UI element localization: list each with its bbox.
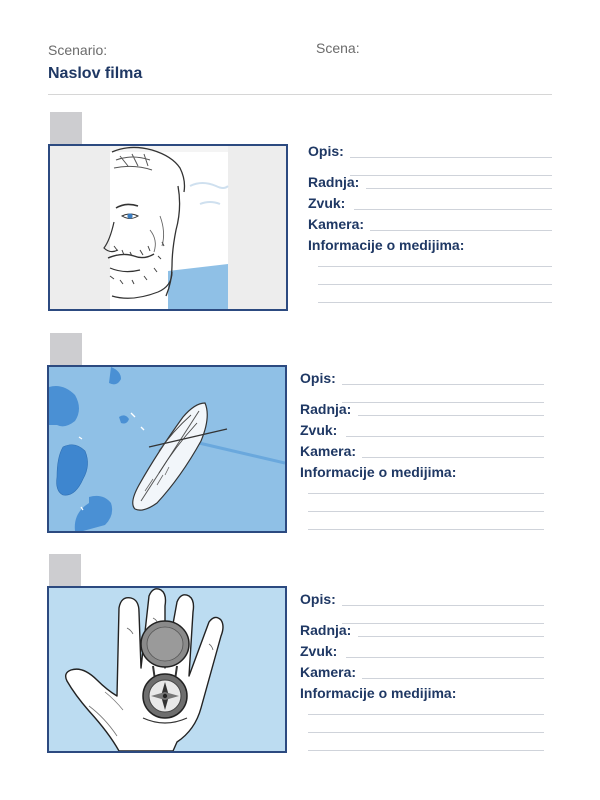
media-line xyxy=(318,302,552,303)
action-field[interactable] xyxy=(300,620,544,641)
frame-image-hand-compass xyxy=(47,586,287,753)
frame-image-sailboat xyxy=(47,365,287,533)
camera-field[interactable] xyxy=(300,441,544,462)
sound-field[interactable] xyxy=(300,420,544,441)
media-line xyxy=(308,529,544,530)
sound-label: Zvuk: xyxy=(300,422,338,438)
sound-line xyxy=(346,657,544,658)
media-info-label: Informacije o medijima: xyxy=(308,237,465,253)
camera-field[interactable] xyxy=(300,662,544,683)
header-divider xyxy=(48,94,552,95)
media-line xyxy=(318,284,552,285)
sound-field[interactable] xyxy=(308,193,552,214)
sound-field[interactable] xyxy=(300,641,544,662)
media-info-label: Informacije o medijima: xyxy=(300,685,457,701)
description-line xyxy=(350,157,552,158)
camera-line xyxy=(362,457,544,458)
frame-notes xyxy=(308,141,552,314)
description-line xyxy=(342,605,544,606)
action-label: Radnja: xyxy=(308,174,360,190)
sound-line xyxy=(346,436,544,437)
man-face-sketch xyxy=(50,146,286,309)
frame-number-box xyxy=(50,333,82,365)
media-info-field[interactable] xyxy=(308,235,552,256)
description-label: Opis: xyxy=(300,370,336,386)
hand-compass-sketch xyxy=(49,588,285,751)
description-field[interactable] xyxy=(308,141,552,162)
description-label: Opis: xyxy=(308,143,344,159)
media-info-lines[interactable] xyxy=(300,483,544,541)
media-info-field[interactable] xyxy=(300,683,544,704)
media-info-lines[interactable] xyxy=(300,704,544,762)
frame-notes xyxy=(300,589,544,762)
camera-field[interactable] xyxy=(308,214,552,235)
action-label: Radnja: xyxy=(300,401,352,417)
media-line xyxy=(308,511,544,512)
action-field[interactable] xyxy=(300,399,544,420)
sailboat-aerial-sketch xyxy=(49,367,285,531)
frame-number-box xyxy=(50,112,82,144)
frame-number-box xyxy=(49,554,81,586)
action-line xyxy=(358,415,544,416)
description-line xyxy=(342,384,544,385)
scene-label: Scena: xyxy=(316,40,360,56)
media-info-label: Informacije o medijima: xyxy=(300,464,457,480)
media-line xyxy=(308,493,544,494)
camera-line xyxy=(362,678,544,679)
media-line xyxy=(318,266,552,267)
description-field[interactable] xyxy=(300,368,544,389)
frame-notes xyxy=(300,368,544,541)
sound-label: Zvuk: xyxy=(300,643,338,659)
media-info-field[interactable] xyxy=(300,462,544,483)
action-line xyxy=(358,636,544,637)
camera-label: Kamera: xyxy=(300,443,357,459)
camera-line xyxy=(370,230,552,231)
media-line xyxy=(308,714,544,715)
action-label: Radnja: xyxy=(300,622,352,638)
camera-label: Kamera: xyxy=(308,216,365,232)
action-line xyxy=(366,188,552,189)
media-info-lines[interactable] xyxy=(308,256,552,314)
sound-line xyxy=(354,209,552,210)
sound-label: Zvuk: xyxy=(308,195,346,211)
frame-image-man-face xyxy=(48,144,288,311)
action-field[interactable] xyxy=(308,172,552,193)
camera-label: Kamera: xyxy=(300,664,357,680)
scenario-label: Scenario: xyxy=(48,42,108,58)
description-label: Opis: xyxy=(300,591,336,607)
description-field[interactable] xyxy=(300,589,544,610)
media-line xyxy=(308,750,544,751)
media-line xyxy=(308,732,544,733)
film-title: Naslov filma xyxy=(48,65,143,82)
